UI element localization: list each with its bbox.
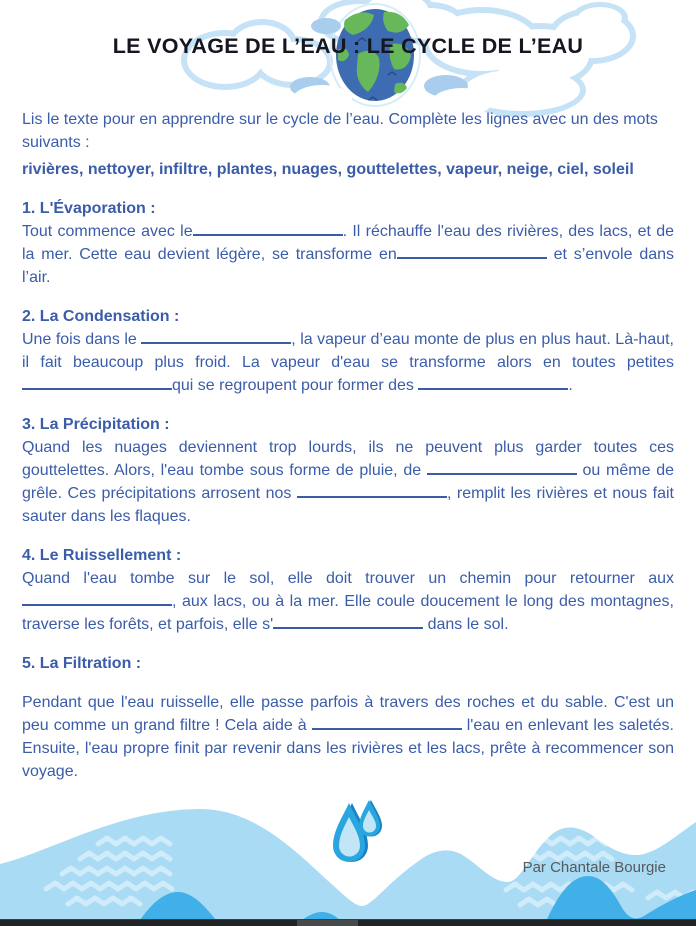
section-paragraph bbox=[22, 436, 674, 528]
wave-graphic bbox=[0, 786, 696, 926]
text-segment: . bbox=[568, 377, 573, 394]
fill-in-blank[interactable] bbox=[418, 376, 568, 390]
footer-illustration bbox=[0, 786, 696, 926]
fill-in-blank[interactable] bbox=[22, 592, 172, 606]
text-segment: Quand l'eau tombe sur le sol, elle doit trouver un chemin pour retourner aux bbox=[22, 570, 674, 587]
section-paragraph bbox=[22, 567, 674, 636]
text-segment: , la vapeur d’eau monte de plus en plus haut. Là-haut, il fait beaucoup plus froid. La vapeur d'eau se transforme alors en toutes petites bbox=[22, 331, 674, 371]
text-segment: . Il réchauffe l'eau des rivières, des lacs, et de la mer. Cette eau devient légère, se transforme en bbox=[22, 223, 674, 263]
text-segment: et s’envole dans l’air. bbox=[22, 246, 675, 286]
fill-in-blank[interactable] bbox=[297, 484, 447, 498]
text-segment: , remplit les rivières et nous fait sauter dans les flaques. bbox=[22, 485, 675, 525]
text-segment: l'eau en enlevant les saletés. Ensuite, l'eau propre finit par revenir dans les rivières et les lacs, prête à recommencer son voyage. bbox=[22, 717, 674, 780]
section-heading: 4. Le Ruissellement : bbox=[22, 547, 182, 564]
section-filtration bbox=[22, 652, 674, 783]
section-heading: 3. La Précipitation : bbox=[22, 416, 170, 433]
fill-in-blank[interactable] bbox=[312, 716, 462, 730]
section-ruissellement bbox=[22, 544, 674, 636]
worksheet-body bbox=[22, 108, 674, 783]
text-segment: Une fois dans le bbox=[22, 331, 142, 348]
page-title: LE VOYAGE DE L’EAU : LE CYCLE DE L’EAU bbox=[112, 34, 584, 58]
text-segment: ou même de grêle. Ces précipitations arrosent nos bbox=[22, 462, 674, 502]
text-segment: , aux lacs, ou à la mer. Elle coule doucement le long des montagnes, traverse les forêts, et parfois, elle s' bbox=[22, 593, 674, 633]
fill-in-blank[interactable] bbox=[141, 330, 291, 344]
window-bottom-bar bbox=[0, 919, 696, 926]
section-paragraph bbox=[22, 691, 674, 783]
text-segment: qui se regroupent pour former des bbox=[172, 377, 419, 394]
text-segment: Tout commence avec le bbox=[22, 223, 193, 240]
section-paragraph bbox=[22, 328, 674, 397]
clouds-earth-graphic bbox=[0, 0, 696, 125]
author-credit: Par Chantale Bourgie bbox=[522, 859, 666, 876]
section-paragraph bbox=[22, 220, 674, 289]
text-segment: Pendant que l'eau ruisselle, elle passe parfois à travers des roches et du sable. C'est un peu comme un grand filtre ! Cela aide à bbox=[22, 694, 674, 734]
fill-in-blank[interactable] bbox=[193, 222, 343, 236]
header-illustration bbox=[0, 0, 696, 125]
bottom-bar-segment bbox=[297, 920, 358, 926]
section-heading: 2. La Condensation : bbox=[22, 308, 180, 325]
section-heading: 5. La Filtration : bbox=[22, 655, 142, 672]
word-bank: rivières, nettoyer, infiltre, plantes, nuages, gouttelettes, vapeur, neige, ciel, soleil bbox=[22, 161, 634, 178]
fill-in-blank[interactable] bbox=[397, 245, 547, 259]
fill-in-blank[interactable] bbox=[427, 461, 577, 475]
water-drops-icon bbox=[333, 800, 382, 862]
section-precipitation bbox=[22, 413, 674, 528]
fill-in-blank[interactable] bbox=[22, 376, 172, 390]
section-condensation bbox=[22, 305, 674, 397]
instructions-text: Lis le texte pour en apprendre sur le cycle de l’eau. Complète les lignes avec un des mots suivants : bbox=[22, 111, 658, 151]
section-evaporation bbox=[22, 197, 674, 289]
fill-in-blank[interactable] bbox=[273, 615, 423, 629]
section-heading: 1. L'Évaporation : bbox=[22, 200, 156, 217]
text-segment: Quand les nuages deviennent trop lourds, ils ne peuvent plus garder toutes ces gouttelettes. Alors, l'eau tombe sous forme de pluie, de bbox=[22, 439, 674, 479]
text-segment: dans le sol. bbox=[423, 616, 509, 633]
